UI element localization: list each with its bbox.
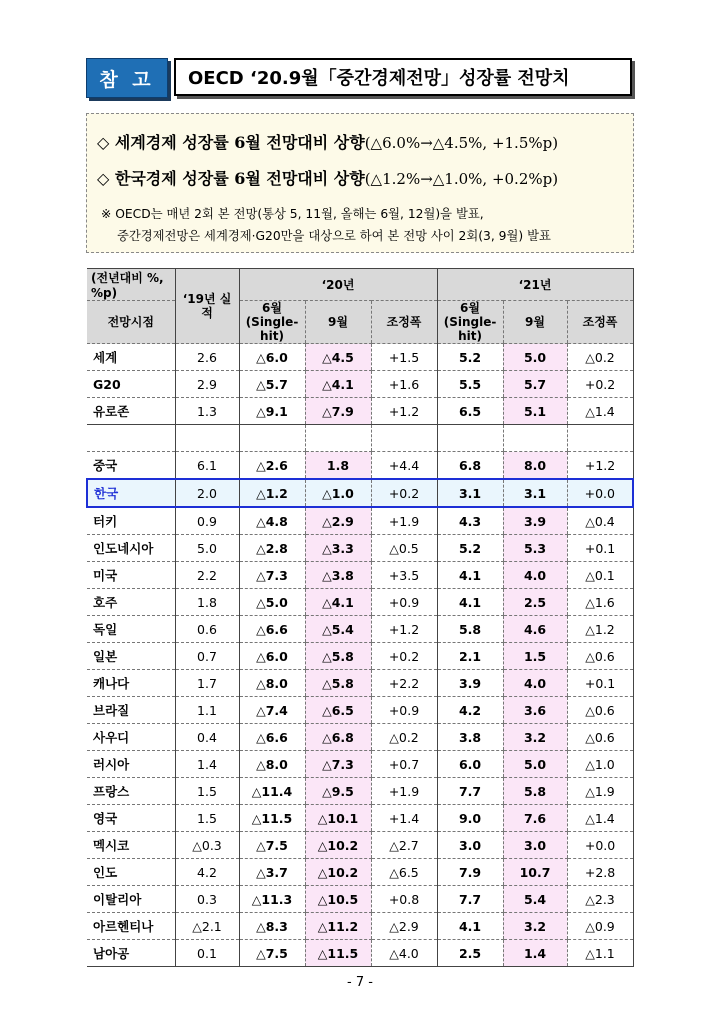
table-cell: △2.7 [371, 832, 437, 859]
table-cell: △2.9 [371, 913, 437, 940]
page-number: - 7 - [347, 975, 373, 990]
table-cell: △0.1 [567, 562, 633, 589]
reference-badge: 참 고 [86, 58, 168, 98]
table-cell: 4.1 [437, 562, 503, 589]
table-cell: 3.9 [503, 507, 567, 535]
table-cell: △1.4 [567, 805, 633, 832]
table-cell: △11.3 [239, 886, 305, 913]
table-cell: 1.8 [175, 589, 239, 616]
country-name: 한국 [87, 479, 175, 507]
table-cell: △1.0 [305, 479, 371, 507]
table-cell: △0.3 [175, 832, 239, 859]
table-cell: △6.5 [305, 697, 371, 724]
country-name: 프랑스 [87, 778, 175, 805]
table-cell: △10.2 [305, 832, 371, 859]
table-cell: △5.7 [239, 371, 305, 398]
table-cell: 3.0 [437, 832, 503, 859]
table-cell: △7.5 [239, 832, 305, 859]
table-cell: +0.0 [567, 832, 633, 859]
table-cell: 1.4 [175, 751, 239, 778]
sub-header-june-2020: 6월 (Single-hit) [239, 301, 305, 344]
table-cell: 2.5 [503, 589, 567, 616]
table-cell: △2.3 [567, 886, 633, 913]
table-row [87, 479, 633, 507]
table-cell: 1.1 [175, 697, 239, 724]
row-header-forecast-point: 전망시점 [87, 301, 175, 344]
table-cell: △7.3 [239, 562, 305, 589]
table-cell: △0.4 [567, 507, 633, 535]
bullet-detail-text: (△1.2%→△1.0%, +0.2%p) [364, 170, 559, 188]
table-cell: 5.3 [503, 535, 567, 562]
table-cell: +0.2 [567, 371, 633, 398]
country-name: 사우디 [87, 724, 175, 751]
sub-header-june-2021: 6월 (Single-hit) [437, 301, 503, 344]
table-row [87, 805, 633, 832]
table-cell: △11.5 [305, 940, 371, 967]
separator-cell [503, 425, 567, 452]
table-cell: 9.0 [437, 805, 503, 832]
table-cell: 3.6 [503, 697, 567, 724]
table-cell: 3.1 [503, 479, 567, 507]
table-row [87, 344, 633, 371]
table-cell: △4.5 [305, 344, 371, 371]
table-row [87, 670, 633, 697]
sub-header-sep-2020: 9월 [305, 301, 371, 344]
page-title: OECD ‘20.9월「중간경제전망」성장률 전망치 [174, 58, 632, 96]
table-row [87, 452, 633, 480]
table-row [87, 643, 633, 670]
summary-bullet-world [97, 130, 558, 153]
table-row [87, 589, 633, 616]
table-cell: +0.1 [567, 535, 633, 562]
country-name: 브라질 [87, 697, 175, 724]
table-cell: 0.6 [175, 616, 239, 643]
table-row [87, 507, 633, 535]
table-cell: 1.7 [175, 670, 239, 697]
separator-cell [567, 425, 633, 452]
table-cell: +1.6 [371, 371, 437, 398]
table-cell: 4.2 [437, 697, 503, 724]
table-cell: 2.0 [175, 479, 239, 507]
table-cell: △4.8 [239, 507, 305, 535]
table-cell: 3.0 [503, 832, 567, 859]
sub-header-adj-2021: 조정폭 [567, 301, 633, 344]
table-cell: △1.1 [567, 940, 633, 967]
table-row [87, 724, 633, 751]
table-cell: △6.6 [239, 616, 305, 643]
table-cell: 4.0 [503, 670, 567, 697]
table-cell: +1.2 [371, 398, 437, 425]
table-cell: 4.3 [437, 507, 503, 535]
table-cell: 2.5 [437, 940, 503, 967]
table-cell: △0.5 [371, 535, 437, 562]
table-cell: 4.0 [503, 562, 567, 589]
table-cell: △9.5 [305, 778, 371, 805]
table-cell: △1.6 [567, 589, 633, 616]
table-cell: 6.1 [175, 452, 239, 480]
country-name: 중국 [87, 452, 175, 480]
table-cell: 0.1 [175, 940, 239, 967]
sub-header-adj-2020: 조정폭 [371, 301, 437, 344]
table-row [87, 859, 633, 886]
table-cell: △1.4 [567, 398, 633, 425]
table-cell: +0.2 [371, 643, 437, 670]
table-cell: △3.3 [305, 535, 371, 562]
table-cell: +3.5 [371, 562, 437, 589]
separator-cell [305, 425, 371, 452]
table-row [87, 535, 633, 562]
table-cell: 0.7 [175, 643, 239, 670]
table-cell: △4.1 [305, 371, 371, 398]
table-cell: △11.5 [239, 805, 305, 832]
table-cell: △10.2 [305, 859, 371, 886]
table-row [87, 751, 633, 778]
table-cell: △8.3 [239, 913, 305, 940]
table-cell: +1.9 [371, 507, 437, 535]
country-name: 러시아 [87, 751, 175, 778]
table-cell: 5.5 [437, 371, 503, 398]
table-cell: △0.6 [567, 697, 633, 724]
table-cell: 3.8 [437, 724, 503, 751]
bullet-detail-text: (△6.0%→△4.5%, +1.5%p) [364, 134, 559, 152]
table-cell: △0.6 [567, 643, 633, 670]
table-cell: 8.0 [503, 452, 567, 480]
table-row [87, 913, 633, 940]
table-cell: △0.2 [567, 344, 633, 371]
table-cell: 10.7 [503, 859, 567, 886]
table-cell: △7.5 [239, 940, 305, 967]
table-cell: 5.2 [437, 535, 503, 562]
country-name: 호주 [87, 589, 175, 616]
table-row [87, 832, 633, 859]
table-cell: △2.8 [239, 535, 305, 562]
table-cell: △3.7 [239, 859, 305, 886]
diamond-icon: ◇ [97, 169, 110, 188]
table-cell: △1.2 [567, 616, 633, 643]
table-cell: 7.9 [437, 859, 503, 886]
country-name: 유로존 [87, 398, 175, 425]
bullet-main-text: 한국경제 성장률 6월 전망대비 상향 [114, 169, 365, 188]
table-cell: 2.9 [175, 371, 239, 398]
country-name: 독일 [87, 616, 175, 643]
country-name: 인도 [87, 859, 175, 886]
table-cell: △8.0 [239, 670, 305, 697]
table-cell: △6.8 [305, 724, 371, 751]
table-cell: 7.7 [437, 886, 503, 913]
table-cell: 1.5 [175, 778, 239, 805]
table-cell: △7.4 [239, 697, 305, 724]
table-cell: 6.0 [437, 751, 503, 778]
table-cell: 2.2 [175, 562, 239, 589]
table-cell: +0.9 [371, 697, 437, 724]
table-cell: △9.1 [239, 398, 305, 425]
separator-cell [437, 425, 503, 452]
table-cell: +0.1 [567, 670, 633, 697]
country-name: 이탈리아 [87, 886, 175, 913]
table-cell: 7.6 [503, 805, 567, 832]
table-cell: 2.1 [437, 643, 503, 670]
table-cell: 5.0 [175, 535, 239, 562]
country-name: 영국 [87, 805, 175, 832]
table-cell: △7.9 [305, 398, 371, 425]
table-cell: +0.0 [567, 479, 633, 507]
country-name: 인도네시아 [87, 535, 175, 562]
table-cell: +1.2 [371, 616, 437, 643]
col-header-2021: ‘21년 [437, 269, 633, 301]
country-name: 캐나다 [87, 670, 175, 697]
table-cell: 1.8 [305, 452, 371, 480]
table-cell: △5.4 [305, 616, 371, 643]
country-name: 미국 [87, 562, 175, 589]
table-cell: 3.9 [437, 670, 503, 697]
table-row [87, 371, 633, 398]
table-row [87, 886, 633, 913]
table-cell: +0.8 [371, 886, 437, 913]
table-cell: △3.8 [305, 562, 371, 589]
table-cell: △8.0 [239, 751, 305, 778]
table-cell: 0.9 [175, 507, 239, 535]
separator-cell [175, 425, 239, 452]
table-cell: +2.2 [371, 670, 437, 697]
country-name: 멕시코 [87, 832, 175, 859]
table-cell: △2.9 [305, 507, 371, 535]
table-cell: △10.1 [305, 805, 371, 832]
table-cell: △1.9 [567, 778, 633, 805]
table-cell: △0.9 [567, 913, 633, 940]
country-name: 세계 [87, 344, 175, 371]
col-header-2019: ‘19년 실적 [175, 269, 239, 344]
table-cell: △4.0 [371, 940, 437, 967]
summary-box [86, 113, 634, 253]
table-cell: 5.7 [503, 371, 567, 398]
table-cell: 3.1 [437, 479, 503, 507]
table-cell: 0.4 [175, 724, 239, 751]
table-cell: △11.2 [305, 913, 371, 940]
table-cell: 1.5 [175, 805, 239, 832]
table-cell: △4.1 [305, 589, 371, 616]
country-name: 아르헨티나 [87, 913, 175, 940]
table-cell: 4.2 [175, 859, 239, 886]
summary-bullet-korea [97, 166, 558, 189]
table-row [87, 616, 633, 643]
table-row [87, 697, 633, 724]
table-cell: △6.0 [239, 344, 305, 371]
table-cell: 4.1 [437, 913, 503, 940]
col-header-2020: ‘20년 [239, 269, 437, 301]
unit-label: (전년대비 %, %p) [87, 269, 175, 301]
table-cell: 5.0 [503, 344, 567, 371]
table-cell: △6.6 [239, 724, 305, 751]
table-cell: +0.2 [371, 479, 437, 507]
table-cell: △6.5 [371, 859, 437, 886]
table-cell: 5.8 [503, 778, 567, 805]
table-cell: +1.2 [567, 452, 633, 480]
diamond-icon: ◇ [97, 133, 110, 152]
table-cell: 5.8 [437, 616, 503, 643]
country-name: 일본 [87, 643, 175, 670]
table-cell: +1.5 [371, 344, 437, 371]
table-cell: △10.5 [305, 886, 371, 913]
note-line-1: ※ OECD는 매년 2회 본 전망(통상 5, 11월, 올해는 6월, 12월)을 발표, [101, 207, 484, 221]
note-line-2: 중간경제전망은 세계경제·G20만을 대상으로 하여 본 전망 사이 2회(3, 9월) 발표 [117, 229, 551, 243]
table-row [87, 562, 633, 589]
table-cell: 0.3 [175, 886, 239, 913]
table-cell: 7.7 [437, 778, 503, 805]
table-cell: +1.4 [371, 805, 437, 832]
table-cell: △5.8 [305, 643, 371, 670]
separator-cell [87, 425, 175, 452]
table-cell: 6.8 [437, 452, 503, 480]
separator-cell [371, 425, 437, 452]
table-cell: +1.9 [371, 778, 437, 805]
table-cell: 2.6 [175, 344, 239, 371]
sub-header-sep-2021: 9월 [503, 301, 567, 344]
table-cell: △5.0 [239, 589, 305, 616]
table-cell: +0.9 [371, 589, 437, 616]
country-name: 남아공 [87, 940, 175, 967]
title-bar [86, 58, 634, 98]
table-cell: 1.3 [175, 398, 239, 425]
table-cell: △7.3 [305, 751, 371, 778]
table-cell: 4.1 [437, 589, 503, 616]
table-cell: 5.0 [503, 751, 567, 778]
table-cell: 1.5 [503, 643, 567, 670]
table-cell: 3.2 [503, 724, 567, 751]
table-cell: △1.2 [239, 479, 305, 507]
table-cell: △0.6 [567, 724, 633, 751]
table-cell: △2.1 [175, 913, 239, 940]
table-row [87, 778, 633, 805]
table-cell: △5.8 [305, 670, 371, 697]
table-row [87, 398, 633, 425]
table-cell: 5.2 [437, 344, 503, 371]
table-cell: 6.5 [437, 398, 503, 425]
table-cell: △6.0 [239, 643, 305, 670]
table-cell: 5.1 [503, 398, 567, 425]
separator-cell [239, 425, 305, 452]
growth-forecast-table [86, 268, 634, 967]
table-cell: △1.0 [567, 751, 633, 778]
country-name: G20 [87, 371, 175, 398]
table-cell: △11.4 [239, 778, 305, 805]
table-cell: +4.4 [371, 452, 437, 480]
table-cell: 5.4 [503, 886, 567, 913]
table-cell: 4.6 [503, 616, 567, 643]
table-cell: +0.7 [371, 751, 437, 778]
country-name: 터키 [87, 507, 175, 535]
group-separator [87, 425, 633, 452]
table-cell: △2.6 [239, 452, 305, 480]
table-cell: 1.4 [503, 940, 567, 967]
table-row [87, 940, 633, 967]
table-cell: 3.2 [503, 913, 567, 940]
table-cell: +2.8 [567, 859, 633, 886]
table-cell: △0.2 [371, 724, 437, 751]
bullet-main-text: 세계경제 성장률 6월 전망대비 상향 [114, 133, 365, 152]
